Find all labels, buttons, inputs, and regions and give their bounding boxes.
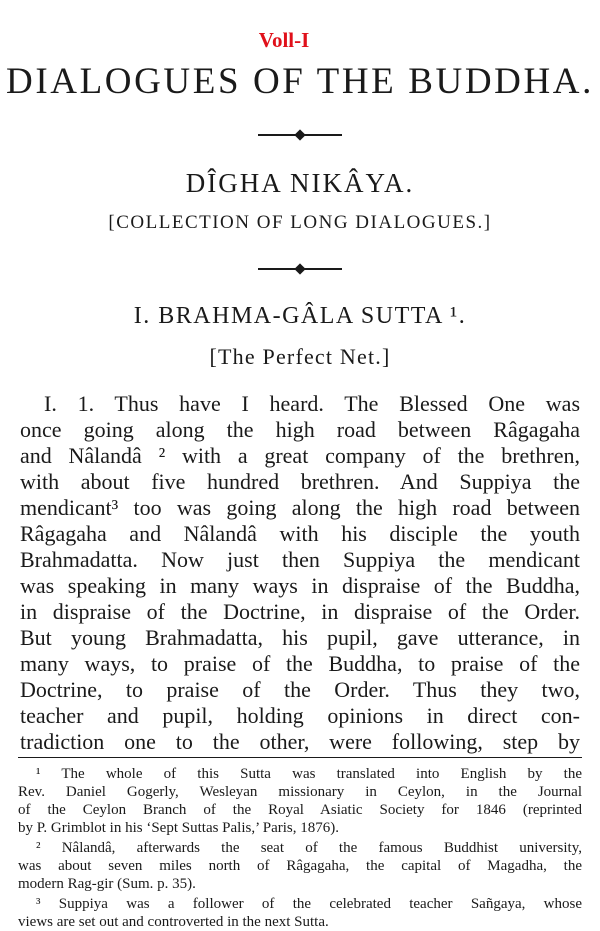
volume-label: Voll-I (258, 28, 310, 52)
body-line: in dispraise of the Doctrine, in dispraise of the Order. (20, 599, 580, 624)
ornament-divider (258, 128, 342, 142)
body-line: once going along the high road between Râgagaha (20, 417, 580, 442)
footnote-line: ³ Suppiya was a follower of the celebrated teacher Sañgaya, whose (36, 896, 582, 912)
body-line: was speaking in many ways in dispraise of the Buddha, (20, 573, 580, 598)
footnote-line: by P. Grimblot in his ‘Sept Suttas Palis,’ Paris, 1876). (18, 820, 339, 836)
body-line: Râgagaha and Nâlandâ with his disciple the youth (20, 521, 580, 546)
footnote-line: views are set out and controverted in the next Sutta. (18, 914, 329, 930)
body-line: many ways, to praise of the Buddha, to praise of the (20, 651, 580, 676)
footnote-line: was about seven miles north of Râgagaha, the capital of Magadha, the (18, 858, 582, 874)
body-line: teacher and pupil, holding opinions in direct con- (20, 703, 580, 728)
footnote-line: of the Ceylon Branch of the Royal Asiatic Society for 1846 (reprinted (18, 802, 582, 818)
book-title: DIALOGUES OF THE BUDDHA. (6, 61, 594, 102)
body-line: mendicant³ too was going along the high road between (20, 495, 580, 520)
collection-heading: [COLLECTION OF LONG DIALOGUES.] (108, 212, 492, 233)
ornament-divider (258, 262, 342, 276)
sutta-subheading: [The Perfect Net.] (209, 344, 391, 369)
body-line: and Nâlandâ ² with a great company of the brethren, (20, 443, 580, 468)
sutta-heading: I. BRAHMA-GÂLA SUTTA ¹. (133, 303, 467, 329)
body-line: Brahmadatta. Now just then Suppiya the mendicant (20, 547, 580, 572)
footnote-line: ¹ The whole of this Sutta was translated into English by the (36, 766, 582, 782)
body-line: tradiction one to the other, were following, step by (20, 729, 580, 754)
footnote-line: modern Rag-gir (Sum. p. 35). (18, 876, 196, 892)
subtitle: DÎGHA NIKÂYA. (185, 168, 415, 198)
body-line: Doctrine, to praise of the Order. Thus they two, (20, 677, 580, 702)
body-line: But young Brahmadatta, his pupil, gave utterance, in (20, 625, 580, 650)
body-line: I. 1. Thus have I heard. The Blessed One was (44, 391, 580, 416)
footnote-rule (18, 757, 582, 758)
footnote-line: ² Nâlandâ, afterwards the seat of the famous Buddhist university, (36, 840, 582, 856)
body-line: with about five hundred brethren. And Suppiya the (20, 469, 580, 494)
footnote-line: Rev. Daniel Gogerly, Wesleyan missionary in Ceylon, in the Journal (18, 784, 582, 800)
